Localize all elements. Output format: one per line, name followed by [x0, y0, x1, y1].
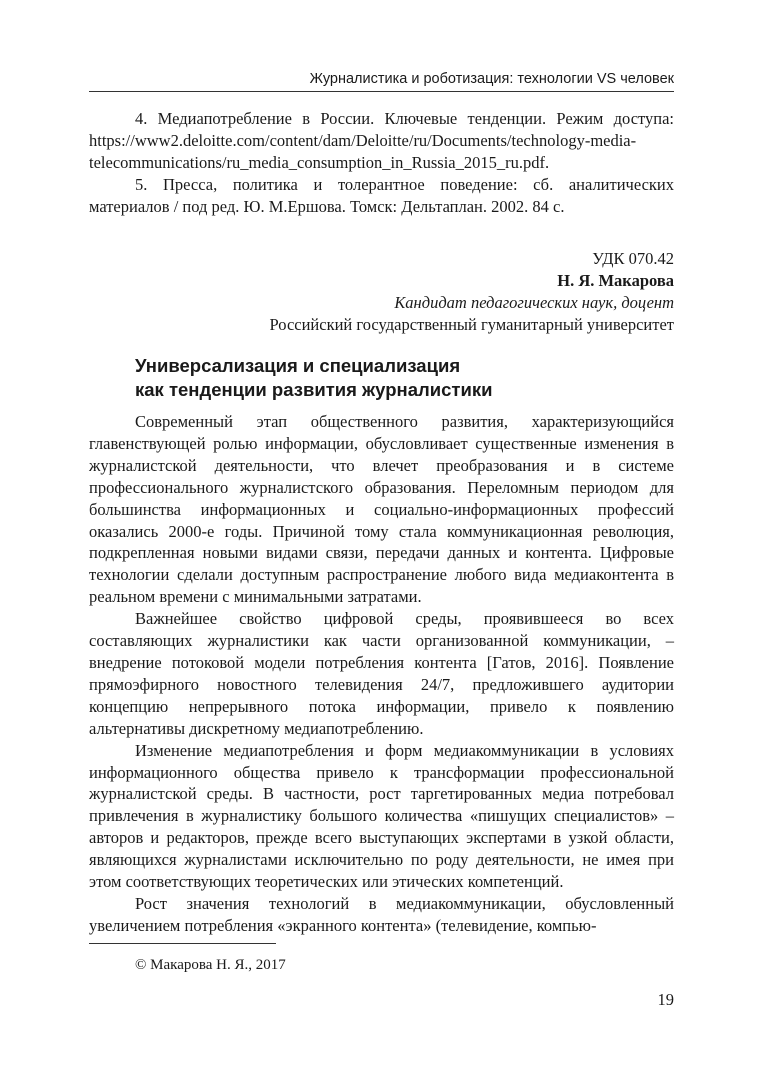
body-paragraph: Современный этап общественного развития, характеризующийся главенствующей ролью информации, обусловливает существенные изменения в журналистской деятельности, что влечет преобразования и в системе профессионального журналистского образования. Переломным периодом для большинства информационных и социально-информационных профессий оказались 2000-е годы. Причиной тому стала коммуникационная революция, подкрепленная новыми видами связи, передачи данных и контента. Цифровые технологии сделали доступным распространение любого вида медиаконтента в реальном времени с минимальными затратами. [89, 412, 674, 607]
udk-code: УДК 070.42 [592, 249, 674, 268]
reference-list [89, 108, 674, 218]
footnote-divider [89, 943, 276, 944]
body-paragraph: Важнейшее свойство цифровой среды, проявившееся во всех составляющих журналистики как части организованной коммуникации, – внедрение потоковой модели потребления контента [Гатов, 2016]. Появление прямоэфирного новостного телевидения 24/7, предложившего аудитории концепцию непрерывного потока информации, привело к появлению альтернативы дискретному медиапотреблению. [89, 609, 674, 738]
author-position: Кандидат педагогических наук, доцент [394, 293, 674, 312]
article-title [135, 354, 675, 402]
article-meta [89, 248, 674, 336]
article-body [89, 411, 674, 937]
running-title: Журналистика и роботизация: технологии VS человек [309, 71, 674, 87]
reference-item: 4. Медиапотребление в России. Ключевые тенденции. Режим доступа: https://www2.deloitte.com/content/dam/Deloitte/ru/Documents/technology-media-telecommunications/ru_media_consumption_in_Russia_2015_ru.pdf. [89, 109, 674, 172]
body-paragraph: Рост значения технологий в медиакоммуникации, обусловленный увеличением потребления «экранного контента» (телевидение, компью- [89, 893, 674, 935]
author-name: Н. Я. Макарова [557, 271, 674, 290]
article-title-line: как тенденции развития журналистики [135, 379, 493, 400]
reference-item: 5. Пресса, политика и толерантное поведение: сб. аналитических материалов / под ред. Ю. М.Ершова. Томск: Дельтаплан. 2002. 84 с. [89, 175, 674, 216]
copyright-footnote: © Макарова Н. Я., 2017 [135, 957, 286, 973]
author-affiliation: Российский государственный гуманитарный университет [269, 315, 674, 334]
running-header [89, 70, 674, 92]
article-title-line: Универсализация и специализация [135, 355, 461, 376]
body-paragraph: Изменение медиапотребления и форм медиакоммуникации в условиях информационного общества привело к трансформации профессиональной журналистской среды. В частности, рост таргетированных медиа потребовал привлечения в журналистику большого количества «пишущих специалистов» – авторов и редакторов, прежде всего выступающих экспертами в узкой области, являющихся журналистами исключительно по роду деятельности, не имея при этом соответствующих теоретических или этических компетенций. [89, 740, 674, 892]
page-number: 19 [657, 990, 674, 1009]
